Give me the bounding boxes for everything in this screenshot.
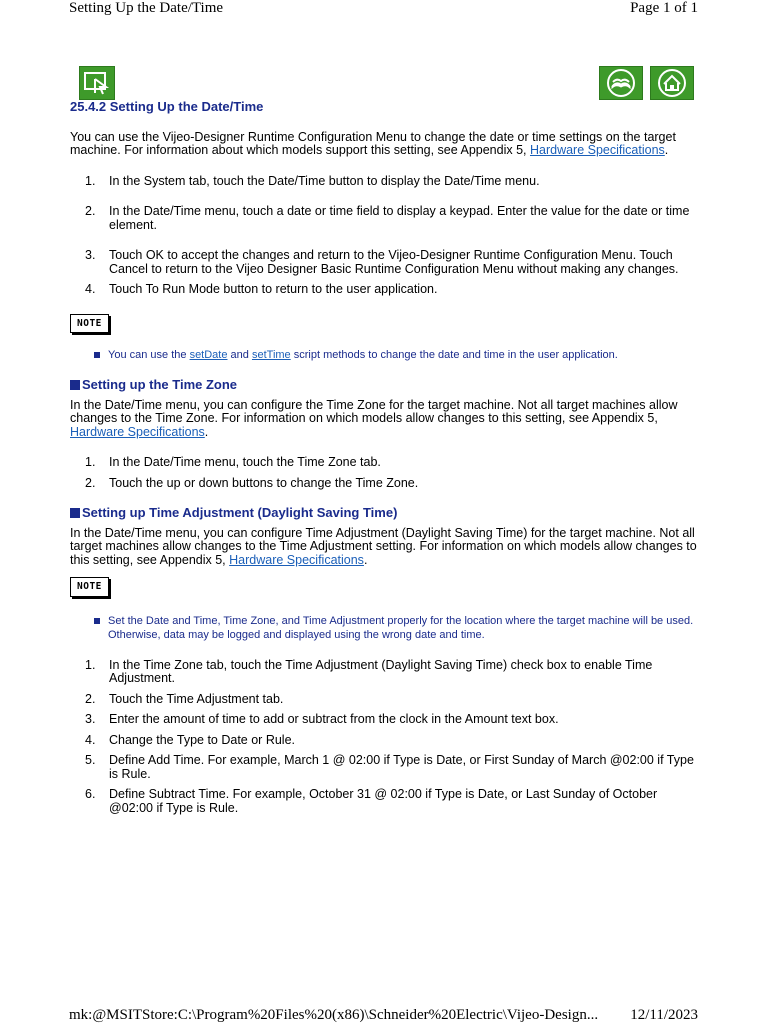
note-bullet: You can use the setDate and setTime script methods to change the date and time in the user application. bbox=[70, 348, 700, 362]
note-label: NOTE bbox=[70, 577, 109, 597]
section-heading-time-zone: Setting up the Time Zone bbox=[70, 378, 700, 392]
steps-list-time-adjustment bbox=[70, 659, 700, 816]
list-item: 4. Touch To Run Mode button to return to the user application. bbox=[85, 282, 438, 296]
list-item: 1. In the Date/Time menu, touch the Time Zone tab. bbox=[85, 455, 381, 469]
list-item: 4. Change the Type to Date or Rule. bbox=[85, 732, 295, 747]
page-header bbox=[0, 0, 768, 20]
list-item: 2. Touch the up or down buttons to change the Time Zone. bbox=[85, 475, 419, 490]
footer-path: mk:@MSITStore:C:\Program%20Files%20(x86)\Schneider%20Electric\Vijeo-Design... bbox=[69, 1007, 599, 1023]
intro-end: . bbox=[664, 143, 669, 157]
note-bullet: Set the Date and Time, Time Zone, and Time Adjustment properly for the location where the target machine will be used. Otherwise, data may be logged and displayed using the wrong date and time. bbox=[70, 614, 700, 642]
list-item: 2. In the Date/Time menu, touch a date or time field to display a keypad. Enter the value for the date or time element. bbox=[85, 204, 690, 232]
hardware-spec-link[interactable]: Hardware Specifications bbox=[529, 143, 665, 157]
settime-link[interactable]: setTime bbox=[251, 349, 291, 361]
footer-date: 12/11/2023 bbox=[630, 1007, 698, 1023]
intro-text: You can use the Vijeo-Designer Runtime Configuration Menu to change the date or time settings on the target machine. For information about which models support this setting, see Appendix 5, bbox=[70, 129, 676, 157]
list-item: 6. Define Subtract Time. For example, October 31 @ 02:00 if Type is Date, or Last Sunday of October @02:00 if Type is Rule. bbox=[85, 787, 658, 815]
header-title: Setting Up the Date/Time bbox=[69, 0, 224, 16]
page-footer bbox=[0, 1007, 768, 1025]
list-item: 1. In the Time Zone tab, touch the Time Adjustment (Daylight Saving Time) check box to enable Time Adjustment. bbox=[85, 657, 653, 685]
hardware-spec-link[interactable]: Hardware Specifications bbox=[70, 424, 205, 439]
time-adjustment-paragraph: In the Date/Time menu, you can configure Time Adjustment (Daylight Saving Time) for the target machine. Not all target machines allow changes to the Time Adjustment setting. For information on which models allow changes to this setting, see Appendix 5, Hardware Specifications. bbox=[70, 525, 697, 567]
list-item: 5. Define Add Time. For example, March 1 @ 02:00 if Type is Date, or First Sunday of March @02:00 if Type is Rule. bbox=[85, 753, 694, 781]
note-label: NOTE bbox=[70, 314, 109, 334]
section-heading-time-adjustment: Setting up Time Adjustment (Daylight Saving Time) bbox=[70, 506, 700, 520]
list-item: 3. Touch OK to accept the changes and return to the Vijeo-Designer Runtime Configuration Menu. Touch Cancel to return to the Vijeo Designer Basic Runtime Configuration Menu without making any changes. bbox=[85, 248, 679, 276]
list-item: 3. Enter the amount of time to add or subtract from the clock in the Amount text box. bbox=[85, 712, 559, 726]
steps-list-1 bbox=[70, 175, 700, 297]
setdate-link[interactable]: setDate bbox=[189, 349, 228, 361]
list-item: 1. In the System tab, touch the Date/Time button to display the Date/Time menu. bbox=[85, 173, 540, 188]
touch-screen-icon[interactable] bbox=[79, 66, 115, 100]
intro-paragraph bbox=[70, 131, 700, 158]
page-content bbox=[70, 100, 700, 815]
list-item: 2. Touch the Time Adjustment tab. bbox=[85, 691, 284, 706]
book-icon[interactable] bbox=[599, 66, 643, 100]
hardware-spec-link[interactable]: Hardware Specifications bbox=[229, 552, 364, 567]
steps-list-time-zone bbox=[70, 456, 700, 490]
time-zone-paragraph: In the Date/Time menu, you can configure the Time Zone for the target machine. Not all target machines allow changes to the Time Zone. For information on which models allow changes to this setting, see Appendix 5, Hardware Specifications. bbox=[70, 397, 678, 439]
page-title: 25.4.2 Setting Up the Date/Time bbox=[70, 99, 264, 114]
home-icon[interactable] bbox=[650, 66, 694, 100]
header-page-number: Page 1 of 1 bbox=[630, 0, 698, 16]
